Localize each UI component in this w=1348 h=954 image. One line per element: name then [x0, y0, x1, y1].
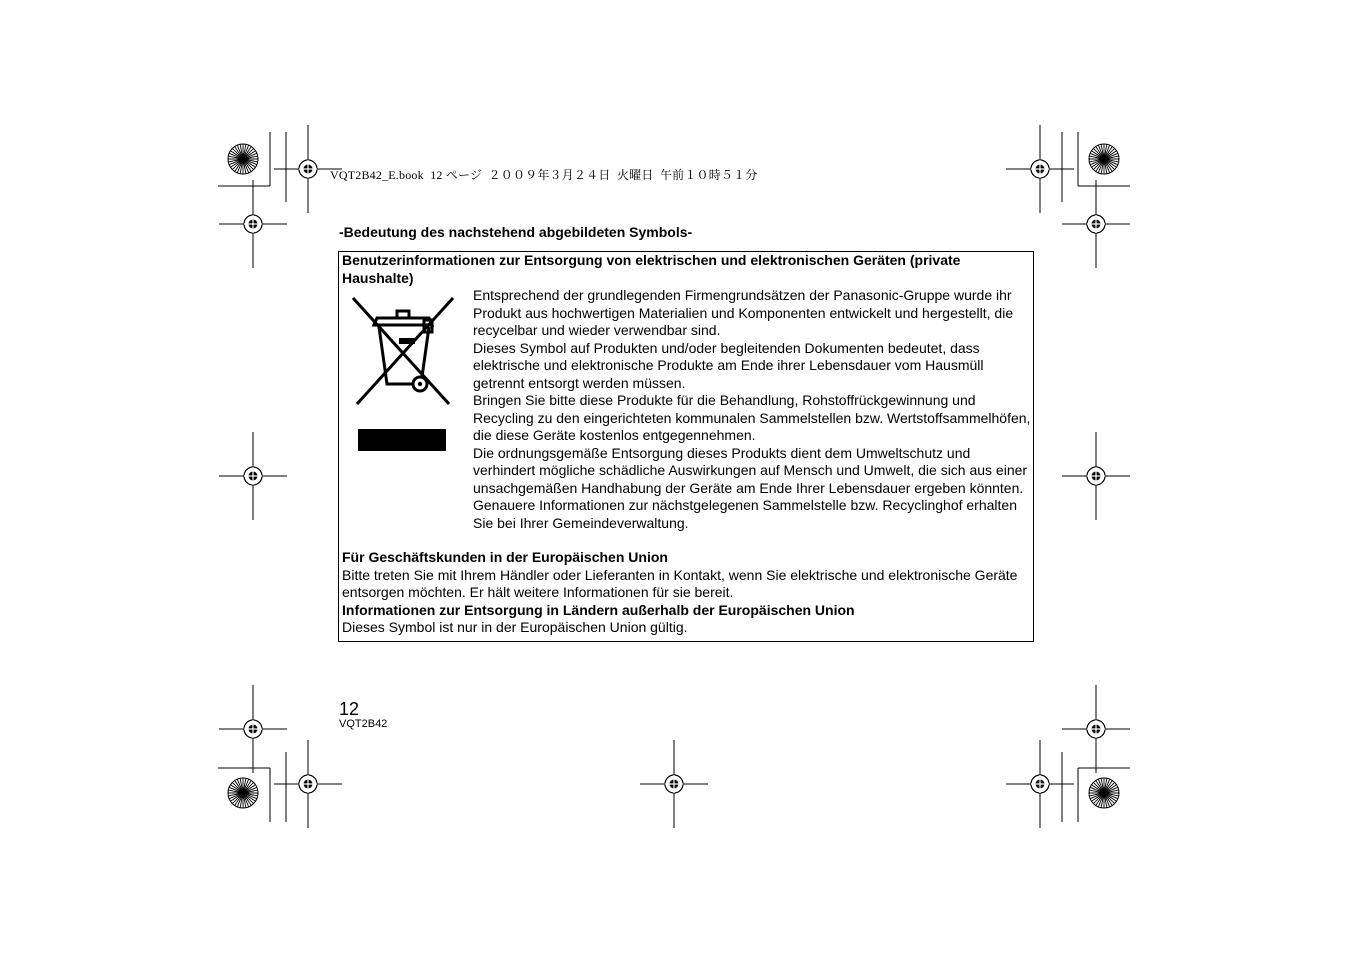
- page-number: 12: [339, 699, 360, 719]
- outside-eu-heading: Informationen zur Entsorgung in Ländern außerhalb der Europäischen Union: [342, 601, 855, 618]
- paragraph: Genauere Informationen zur nächstgelegenen Sammelstelle bzw. Recyclinghof erhalten Sie bei Ihrer Gemeindeverwaltung.: [473, 497, 1017, 531]
- print-header-line: VQT2B42_E.book 12 ページ ２００９年３月２４日 火曜日 午前１０時５１分: [330, 168, 758, 182]
- lower-text-block: [342, 549, 1032, 637]
- paragraph: Die ordnungsgemäße Entsorgung dieses Produkts dient dem Umweltschutz und verhindert mögliche schädliche Auswirkungen auf Mensch und Umwelt, die sich aus einer unsachgemäßen Handhabung der Geräte am Ende Ihrer Lebensdauer ergeben könnten.: [473, 444, 1028, 496]
- box-title: Benutzerinformationen zur Entsorgung von elektrischen und elektronischen Geräten (private Haushalte): [342, 252, 961, 286]
- business-text: Bitte treten Sie mit Ihrem Händler oder Lieferanten in Kontakt, wenn Sie elektrische und elektronische Geräte entsorgen möchten. Er hält weitere Informationen für sie bereit.: [342, 566, 1018, 600]
- main-text-block: [473, 287, 1031, 532]
- paragraph: Bringen Sie bitte diese Produkte für die Behandlung, Rohstoffrückgewinnung und Recycling zu den eingerichteten kommunalen Sammelstellen bzw. Wertstoffsammelhöfen, die diese Geräte kostenlos entgegennehmen.: [473, 392, 1031, 443]
- paragraph: Entsprechend der grundlegenden Firmengrundsätzen der Panasonic-Gruppe wurde ihr Produkt aus hochwertigen Materialien und Komponenten entwickelt und hergestellt, die recycelbar und wieder verwendbar sind.: [473, 287, 1014, 338]
- crossed-out-wheelie-bin-icon: [349, 296, 457, 408]
- document-code: VQT2B42: [339, 718, 388, 730]
- paragraph: Dieses Symbol auf Produkten und/oder begleitenden Dokumenten bedeutet, dass elektrische und elektronische Produkte am Ende ihrer Lebensdauer vom Hausmüll getrennt entsorgt werden müssen.: [473, 339, 984, 391]
- section-subtitle: -Bedeutung des nachstehend abgebildeten Symbols-: [339, 224, 693, 240]
- disposal-info-box: [338, 251, 1034, 642]
- business-heading: Für Geschäftskunden in der Europäischen Union: [342, 549, 668, 565]
- outside-eu-text: Dieses Symbol ist nur in der Europäischen Union gültig.: [342, 619, 688, 635]
- symbol-underline-bar: [358, 429, 446, 451]
